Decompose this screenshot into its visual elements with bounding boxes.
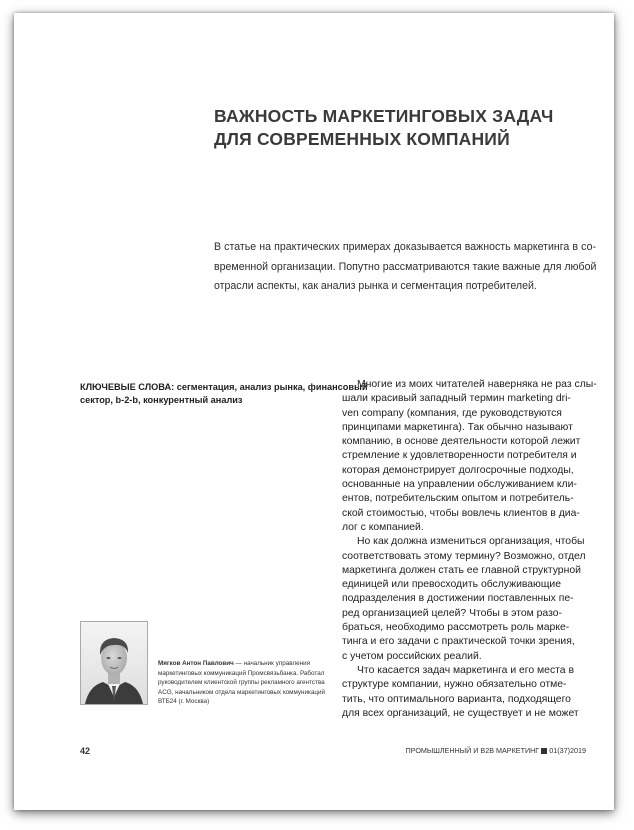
magazine-page [14,13,614,810]
author-portrait-image [81,622,147,704]
body-line: тить, что оптимального варианта, подходящего [342,693,571,705]
body-line: браться, необходимо рассмотреть роль марке- [342,622,570,634]
body-line: основанные на управлении обслуживанием кли- [342,479,577,491]
body-line: Многие из моих читателей наверняка не раз слы- [357,379,597,390]
body-line: ред организацией целей? Чтобы в этом разо- [342,607,562,619]
abstract-line: отрасли аспекты, как анализ рынка и сегментация потребителей. [214,280,537,292]
article-title [214,105,584,151]
keywords-block [80,381,368,406]
keywords-text: сегментация, анализ рынка, финансовый [174,382,368,392]
author-bio-text: — начальник управления [233,660,311,667]
body-line: для всех организаций, не существует и не может [342,707,579,719]
journal-name: ПРОМЫШЛЕННЫЙ И B2B МАРКЕТИНГ [405,746,540,755]
article-abstract [214,238,596,297]
author-bio-line [158,659,353,669]
body-line: стремление к удовлетворенности потребителя и [342,450,577,462]
square-separator-icon [541,748,547,754]
body-line: принципами маркетинга). Так обычно называют [342,421,573,433]
abstract-line: временной организации. Попутно рассматриваются такие важные для любой [214,260,597,273]
body-line: ентов, потребительским опытом и потребитель- [342,493,574,505]
author-photo [80,621,148,705]
abstract-line: В статье на практических примерах доказывается важность маркетинга в со- [214,241,596,253]
body-line: лог с компанией. [342,521,424,533]
article-title-line: ДЛЯ СОВРЕМЕННЫХ КОМПАНИЙ [214,129,510,149]
author-bio-line: ВТБ24 (г. Москва) [158,698,210,706]
body-line: ской стоимостью, чтобы вовлечь клиентов в диа- [342,507,580,519]
article-title-line: ВАЖНОСТЬ МАРКЕТИНГОВЫХ ЗАДАЧ [214,106,554,126]
body-line: шали красивый западный термин marketing dri- [342,393,571,405]
body-line: соответствовать этому термину? Возможно, отдел [342,550,586,562]
author-bio [158,659,353,707]
body-line: ven company (компания, где руководствуются [342,407,562,419]
keywords-text: сектор, b-2-b, конкурентный анализ [80,394,243,405]
body-line: подразделения в достижении поставленных пе- [342,593,574,605]
body-line: с учетом российских реалий. [342,650,482,662]
body-line: Но как должна измениться организация, чтобы [357,536,585,548]
page-number: 42 [80,746,91,756]
article-body [342,378,596,721]
keywords-line [80,381,368,394]
body-line: компанию, в основе деятельности которой лежит [342,436,581,448]
body-line: маркетинга должен стать ее главной структурной [342,564,581,576]
author-bio-line: руководителем клиентской группы рекламного агентства [158,679,325,687]
journal-footer [406,746,586,755]
author-name: Мягков Антон Павлович [158,660,234,667]
body-line: которая демонстрирует долгосрочные подходы, [342,464,574,476]
keywords-label: КЛЮЧЕВЫЕ СЛОВА: [80,382,175,392]
body-line: тинга и его задачи с практической точки зрения, [342,636,575,648]
journal-issue: 01(37)2019 [549,746,586,755]
author-bio-line: маркетинговых коммуникаций Промсвязьбанка. Работал [158,669,325,677]
body-line: единицей или превосходить обслуживающие [342,579,561,591]
body-line: Что касается задач маркетинга и его места в [357,664,574,676]
body-line: структуре компании, нужно обязательно отме- [342,679,567,691]
author-bio-line: ACG, начальником отдела маркетинговых коммуникаций [158,688,326,696]
